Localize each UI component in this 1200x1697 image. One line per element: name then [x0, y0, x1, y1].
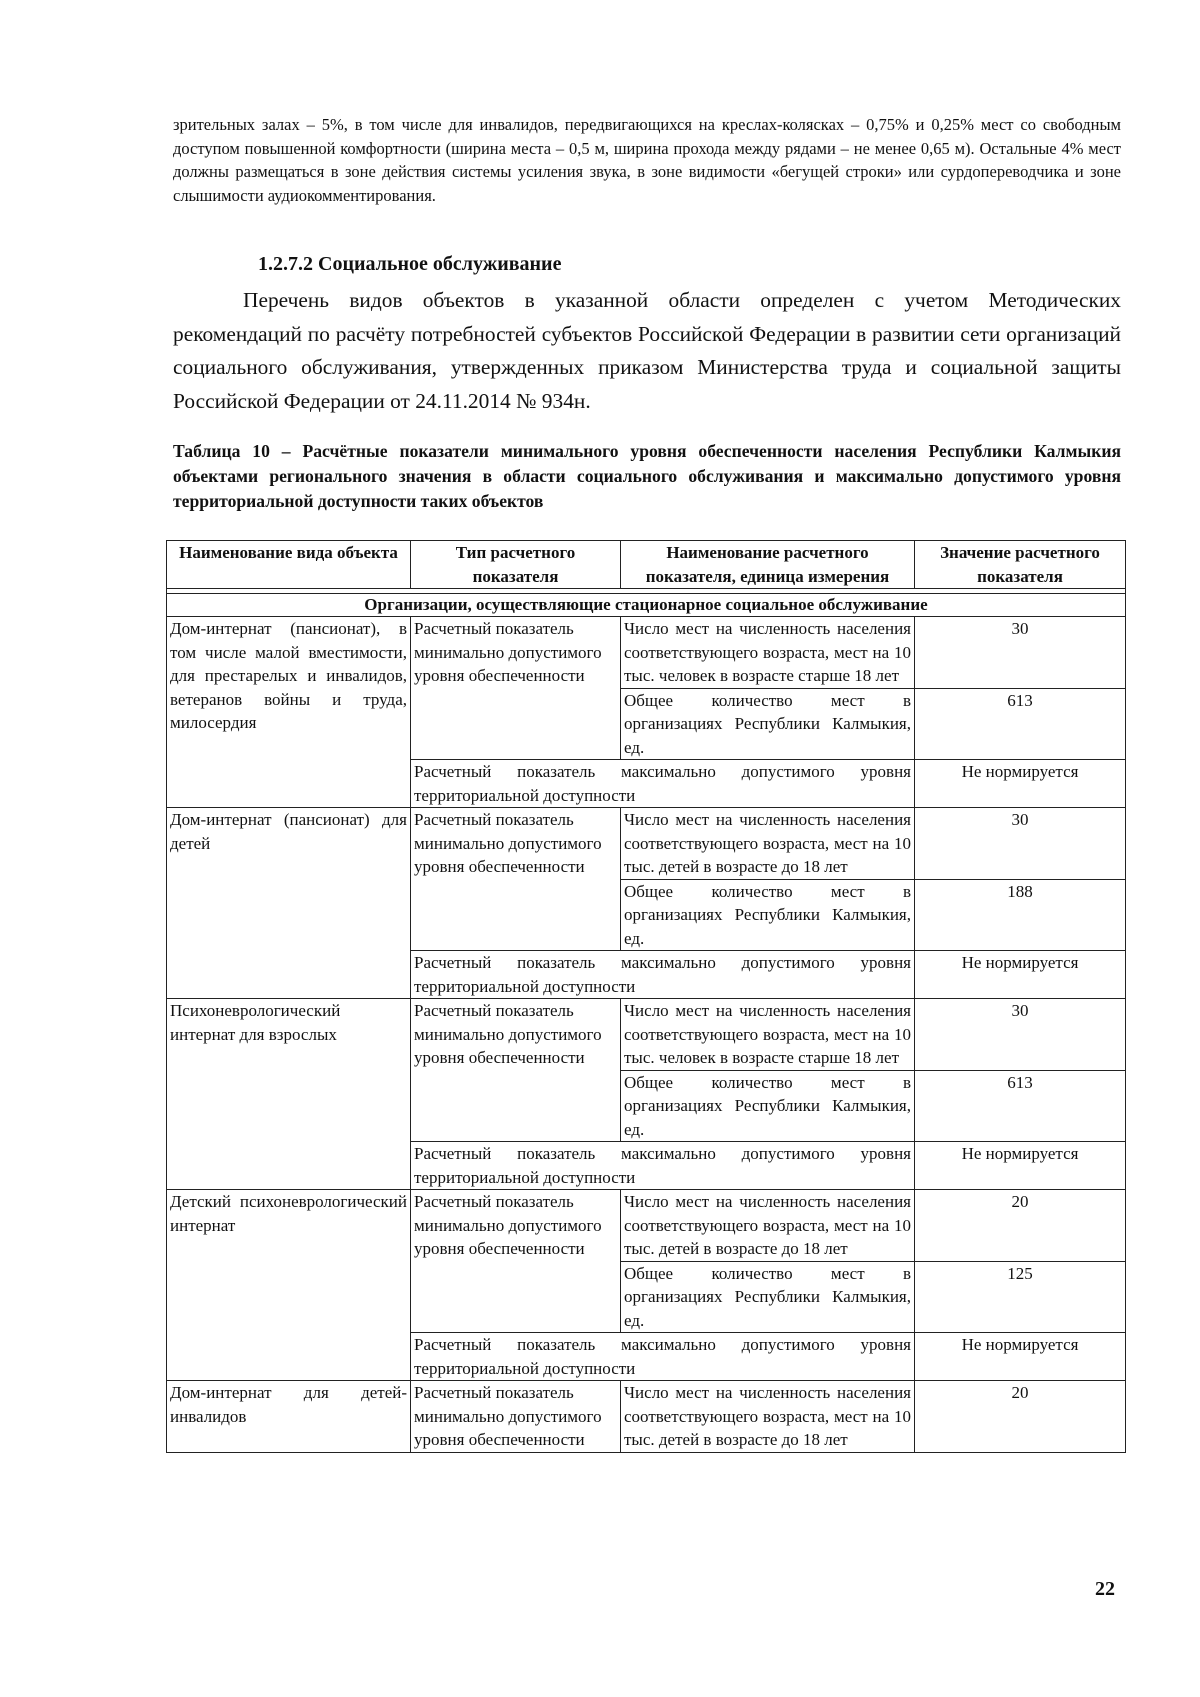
indicator-name-cell: Число мест на численность населения соответствующего возраста, мест на 10 тыс. детей в возрасте до 18 лет	[621, 808, 915, 880]
object-name-cell: Дом-интернат для детей-инвалидов	[167, 1381, 411, 1453]
table-row	[167, 1190, 1126, 1262]
section-title: Организации, осуществляющие стационарное социальное обслуживание	[167, 594, 1126, 617]
header-indicator-name: Наименование расчетного показателя, единица измерения	[621, 541, 915, 589]
table-row	[167, 999, 1126, 1071]
table-caption: Таблица 10 – Расчётные показатели минимального уровня обеспеченности населения Республики Калмыкия объектами регионального значения в области социального обслуживания и максимально допустимого уровня территориальной доступности таких объектов	[173, 441, 1121, 511]
page-number: 22	[1095, 1578, 1115, 1600]
table-row	[167, 808, 1126, 880]
header-indicator-value: Значение расчетного показателя	[915, 541, 1126, 589]
object-name-cell: Дом-интернат (пансионат) для детей	[167, 808, 411, 999]
indicator-type-cell: Расчетный показатель максимально допустимого уровня территориальной доступности	[411, 1333, 915, 1381]
indicator-type-cell: Расчетный показатель максимально допустимого уровня территориальной доступности	[411, 1142, 915, 1190]
indicator-type-cell: Расчетный показатель минимально допустимого уровня обеспеченности	[411, 999, 621, 1142]
indicator-value-cell: 30	[915, 808, 1126, 880]
object-name-cell: Дом-интернат (пансионат), в том числе малой вместимости, для престарелых и инвалидов, ветеранов войны и труда, милосердия	[167, 617, 411, 808]
indicators-table	[166, 540, 1126, 1453]
indicator-name-cell: Число мест на численность населения соответствующего возраста, мест на 10 тыс. детей в возрасте до 18 лет	[621, 1190, 915, 1262]
indicator-name-cell: Общее количество мест в организациях Республики Калмыкия, ед.	[621, 688, 915, 760]
indicator-value-cell: 613	[915, 1070, 1126, 1142]
indicator-type-cell: Расчетный показатель максимально допустимого уровня территориальной доступности	[411, 951, 915, 999]
indicator-value-cell: Не нормируется	[915, 1333, 1126, 1381]
header-object-type: Наименование вида объекта	[167, 541, 411, 589]
indicator-name-cell: Число мест на численность населения соответствующего возраста, мест на 10 тыс. детей в возрасте до 18 лет	[621, 1381, 915, 1453]
table-row	[167, 1381, 1126, 1453]
indicator-type-cell: Расчетный показатель минимально допустимого уровня обеспеченности	[411, 808, 621, 951]
section-paragraph: Перечень видов объектов в указанной области определен с учетом Методических рекомендаций по расчёту потребностей субъектов Российской Федерации в развитии сети организаций социального обслуживания, утвержденных приказом Министерства труда и социальной защиты Российской Федерации от 24.11.2014 № 934н.	[173, 288, 1121, 413]
section-heading: 1.2.7.2 Социальное обслуживание	[258, 253, 562, 275]
indicator-value-cell: 30	[915, 999, 1126, 1071]
indicator-type-cell: Расчетный показатель минимально допустимого уровня обеспеченности	[411, 1381, 621, 1453]
table-row	[167, 617, 1126, 689]
indicator-value-cell: 20	[915, 1190, 1126, 1262]
table-header-row	[167, 541, 1126, 589]
indicator-name-cell: Число мест на численность населения соответствующего возраста, мест на 10 тыс. человек в возрасте старше 18 лет	[621, 999, 915, 1071]
indicator-value-cell: Не нормируется	[915, 1142, 1126, 1190]
table-section-row	[167, 594, 1126, 617]
intro-paragraph: зрительных залах – 5%, в том числе для инвалидов, передвигающихся на креслах-колясках – 0,75% и 0,25% мест со свободным доступом повышенной комфортности (ширина места – 0,5 м, ширина прохода между рядами – не менее 0,65 м). Остальные 4% мест должны размещаться в зоне действия системы усиления звука, в зоне видимости «бегущей строки» или сурдопереводчика и зоне слышимости аудиокомментирования.	[173, 115, 1121, 205]
header-indicator-type: Тип расчетного показателя	[411, 541, 621, 589]
indicator-value-cell: 30	[915, 617, 1126, 689]
indicator-type-cell: Расчетный показатель максимально допустимого уровня территориальной доступности	[411, 760, 915, 808]
indicator-value-cell: 613	[915, 688, 1126, 760]
indicator-type-cell: Расчетный показатель минимально допустимого уровня обеспеченности	[411, 1190, 621, 1333]
indicator-name-cell: Общее количество мест в организациях Республики Калмыкия, ед.	[621, 1070, 915, 1142]
indicator-value-cell: 188	[915, 879, 1126, 951]
indicator-value-cell: 20	[915, 1381, 1126, 1453]
indicator-name-cell: Общее количество мест в организациях Республики Калмыкия, ед.	[621, 879, 915, 951]
indicator-type-cell: Расчетный показатель минимально допустимого уровня обеспеченности	[411, 617, 621, 760]
indicator-name-cell: Общее количество мест в организациях Республики Калмыкия, ед.	[621, 1261, 915, 1333]
object-name-cell: Психоневрологический интернат для взрослых	[167, 999, 411, 1190]
indicator-value-cell: 125	[915, 1261, 1126, 1333]
indicator-value-cell: Не нормируется	[915, 951, 1126, 999]
indicator-name-cell: Число мест на численность населения соответствующего возраста, мест на 10 тыс. человек в возрасте старше 18 лет	[621, 617, 915, 689]
object-name-cell: Детский психоневрологический интернат	[167, 1190, 411, 1381]
indicator-value-cell: Не нормируется	[915, 760, 1126, 808]
